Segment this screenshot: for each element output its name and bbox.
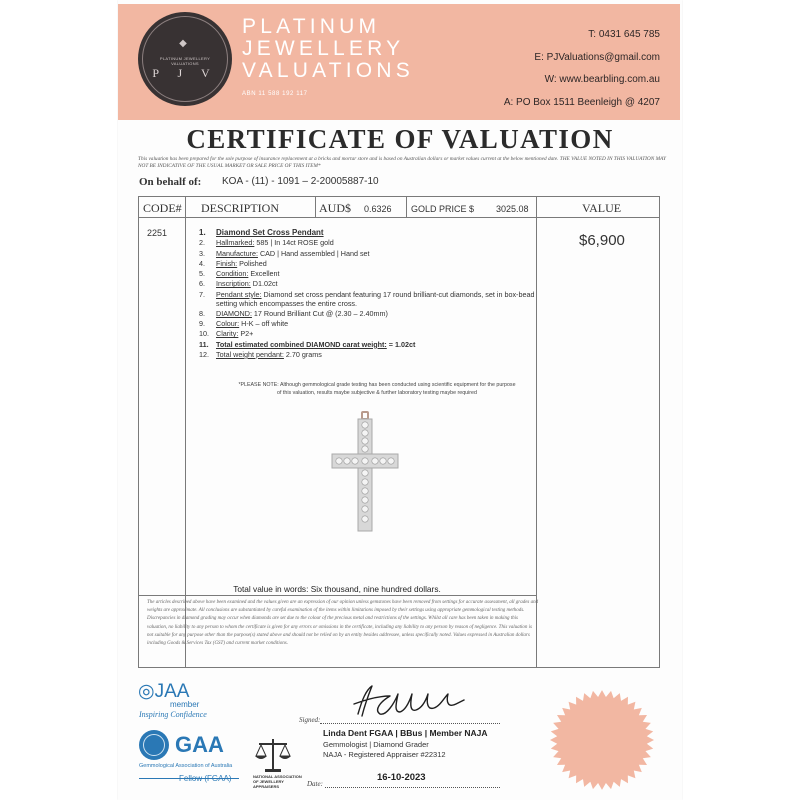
column-divider [536,197,537,667]
list-item: 8. DIAMOND: 17 Round Brilliant Cut @ (2.30 – 2.40mm) [199,308,388,318]
jaa-member-label: member [170,700,200,709]
list-item: 3. Manufacture: CAD | Hand assembled | Hand set [199,248,370,258]
jaa-tagline: Inspiring Confidence [139,710,207,719]
signer-name: Linda Dent FGAA | BBus | Member NAJA [323,728,488,738]
list-item: 7. Pendant style: Diamond set cross pendant featuring 17 round brilliant-cut diamonds, set in box-bead setting which encompasses the entire cross. [199,289,535,308]
footer-divider [139,595,536,596]
seal-shape [550,690,654,790]
pjv-logo [138,12,232,106]
date-label: Date: [307,780,323,788]
valuation-disclaimer: This valuation has been prepared for the sole purpose of insurance replacement at a bricks and mortar store and is based on Australian dollars or market values current at the below mentioned date. THE VALUE NOTED IN THIS VALUATION MAY NOT BE INDICATIVE OF THE USUAL MARKET OR SALE PRICE OF THIS ITEM* [138,156,666,169]
gaa-logo: GAA [175,732,224,757]
brand-line-3: VALUATIONS [242,59,414,82]
terms-fine-print: The articles described above have been examined and the values given are an expression of our opinion unless gemstones have been removed from settings for accurate assessment, all grades and weights are approximate. All conclusions are substantiated by careful examination of the items within limitations imposed by their settings using appropriate gemmological testing methods. Discrepancies in diamond grading may occur when diamonds are set due to the colour of the precious metal and restrictions of the settings. Whilst all care has been taken in making this valuation, no liability to any person to whom the certificate is given for any errors or omissions in the certificate, including any liability to any person by reason of negligence. This valuation is not suitable for any purpose other than the purpose(s) stated above and should not be relied on by an entity besides addressee, unless specifically noted. Values expressed in Australian dollars including Goods & Services Tax (GST) and current market conditions. [147,600,539,647]
diamond-icon: ◆ [179,38,187,49]
gaa-full-name: Gemmological Association of Australia [139,763,233,769]
header-gold-label: GOLD PRICE $ [411,204,475,214]
behalf-label: On behalf of: [139,176,202,188]
contact-email: E: PJValuations@gmail.com [534,52,660,63]
header-gold-value: 3025.08 [496,204,529,214]
item-code: 2251 [147,228,168,238]
list-item: 12. Total weight pendant: 2.70 grams [199,349,322,359]
behalf-reference: KOA - (11) - 1091 – 2-20005887-10 [222,176,379,187]
naja-logo-caption: NATIONAL ASSOCIATION OF JEWELLERY APPRAISERS [253,774,302,789]
abn-number: ABN 11 588 192 117 [242,91,308,97]
header-divider [139,217,659,218]
signer-title: Gemmologist | Diamond Grader [323,740,429,749]
contact-address: A: PO Box 1511 Beenleigh @ 4207 [503,97,660,108]
signer-registration: NAJA - Registered Appraiser #22312 [323,750,446,759]
list-item: 1. Diamond Set Cross Pendant [199,228,324,237]
brand-line-2: JEWELLERY [242,37,405,60]
company-seal [540,686,664,794]
header-description: DESCRIPTION [201,201,280,215]
cross-pendant-image [331,411,401,533]
list-item: 5. Condition: Excellent [199,269,280,279]
logo-company-name: PLATINUM JEWELLERY VALUATIONS [159,56,211,66]
certificate-title: CERTIFICATE OF VALUATION [186,124,614,154]
contact-phone: T: 0431 645 785 [588,29,660,40]
logo-monogram: P J V [152,66,218,80]
globe-icon [139,730,169,760]
gaa-fellow-label: Fellow (FGAA) [179,774,232,783]
date-line [325,787,500,788]
handwritten-signature [350,682,470,722]
list-item: 10. Clarity: P2+ [199,329,254,339]
description-list [199,228,535,360]
scales-of-justice-icon [253,736,293,774]
column-divider [315,197,316,217]
item-value: $6,900 [579,232,625,249]
brand-line-1: PLATINUM [242,15,381,38]
list-item: 11. Total estimated combined DIAMOND carat weight: = 1.02ct [199,339,416,349]
value-in-words: Total value in words: Six thousand, nine hundred dollars. [233,584,441,594]
column-divider [406,197,407,217]
testing-note: *PLEASE NOTE: Although gemmological grade testing has been conducted using scientific equipment for the purpose of this valuation, results maybe subjective & further laboratory testing maybe required [238,382,516,396]
header-value: VALUE [582,201,622,215]
header-code: CODE# [143,201,182,215]
header-aud-label: AUD$ [319,201,351,215]
column-divider [185,197,186,667]
signed-label: Signed: [299,716,321,724]
header-aud-value: 0.6326 [364,204,392,214]
valuation-date: 16-10-2023 [377,772,426,783]
brand-name [242,16,414,82]
list-item: 2. Hallmarked: 585 | In 14ct ROSE gold [199,238,334,248]
list-item: 6. Inscription: D1.02ct [199,279,278,289]
seal-body [550,690,654,790]
signature-line [320,723,500,724]
jaa-logo: ◎JAA [138,681,190,702]
list-item: 4. Finish: Polished [199,258,267,268]
list-item: 9. Colour: H-K – off white [199,319,289,329]
contact-website: W: www.bearbling.com.au [544,74,660,85]
